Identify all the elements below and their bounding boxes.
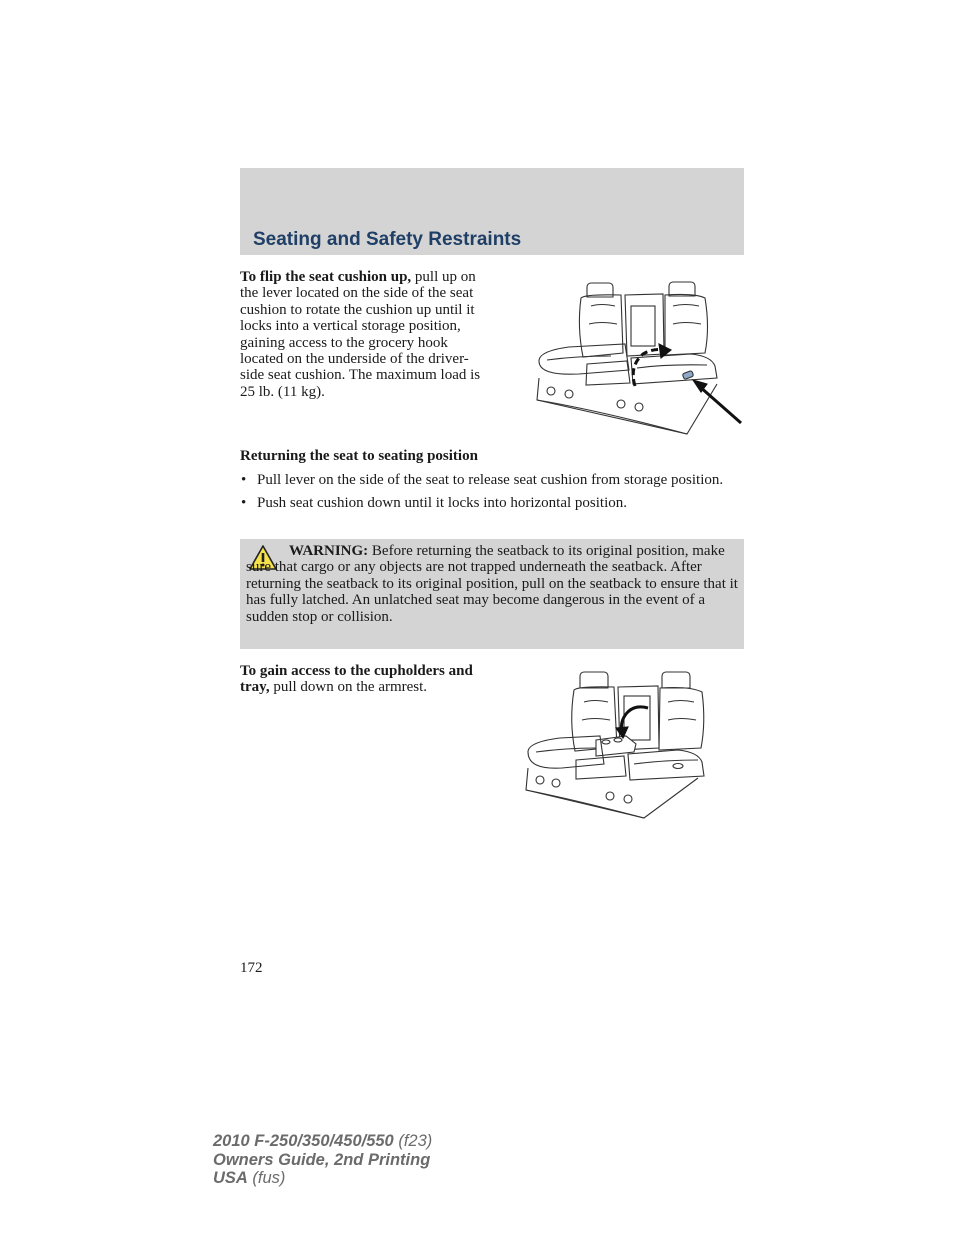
returning-bullet-list: [240, 472, 744, 519]
page-number: 172: [240, 960, 263, 976]
seat-flip-illustration: [533, 276, 748, 436]
cupholders-lead: To gain access to the cupholders and tray,: [240, 663, 473, 696]
warning-body: Before returning the seatback to its original position, make sure that cargo or any objects are not trapped underneath the seatback. After returning the seatback to its original position, pull on the seatback to ensure that it has fully latched. An unlatched seat may become dangerous in the event of a sudden stop or collision.: [246, 543, 738, 625]
flip-cushion-paragraph: [240, 269, 490, 400]
cupholders-paragraph: [240, 663, 500, 696]
returning-heading: Returning the seat to seating position: [240, 448, 478, 464]
footer-line-1: 2010 F-250/350/450/550 (f23): [213, 1132, 433, 1150]
warning-label: WARNING:: [289, 543, 369, 559]
armrest-illustration: [524, 668, 714, 820]
list-item: • Pull lever on the side of the seat to release seat cushion from storage position.: [240, 472, 744, 488]
list-item: • Push seat cushion down until it locks into horizontal position.: [240, 495, 744, 511]
flip-cushion-lead: To flip the seat cushion up,: [240, 269, 412, 285]
flip-cushion-body: pull up on the lever located on the side of the seat cushion to rotate the cushion up until it locks into a vertical storage position, gaining access to the grocery hook located on the underside of the driver-side seat cushion. The maximum load is 25 lb. (11 kg).: [240, 269, 481, 400]
footer-line-3: USA (fus): [213, 1169, 286, 1187]
warning-box: [240, 539, 744, 649]
section-title: Seating and Safety Restraints: [253, 229, 522, 250]
footer-line-2: Owners Guide, 2nd Printing: [213, 1150, 431, 1169]
footer-edition-info: [213, 1132, 432, 1188]
cupholders-body: pull down on the armrest.: [269, 679, 428, 696]
warning-text: [246, 543, 740, 625]
section-header-band: [240, 168, 744, 255]
